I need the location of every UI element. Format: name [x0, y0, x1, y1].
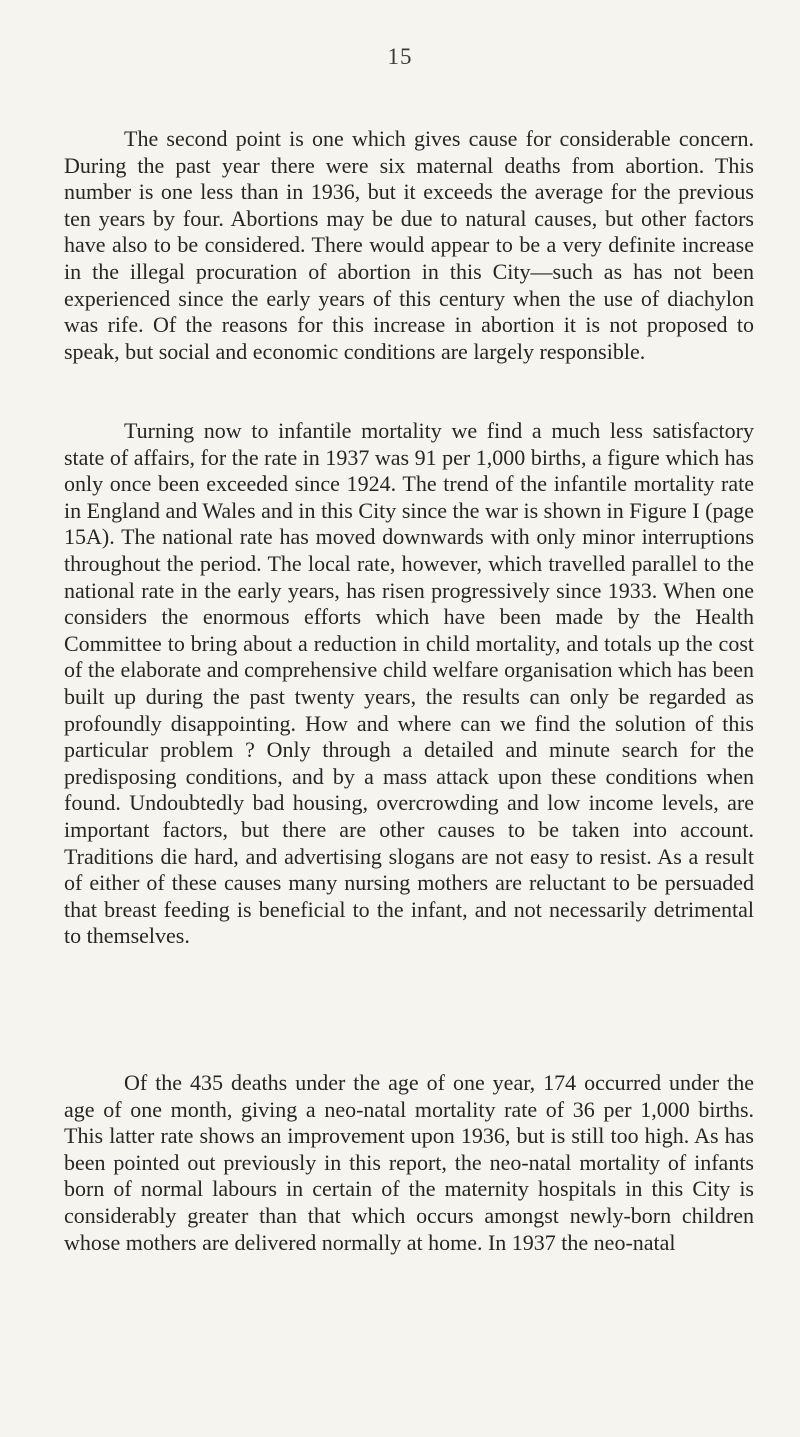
paragraph-neo-natal-mortality: Of the 435 deaths under the age of one year, 174 occurred under the age of one month, giving a neo-natal mortality rate of 36 per 1,000 births. This latter rate shows an improvement upon 1936, but is still too high. As has been pointed out previously in this report, the neo-natal mortality of infants born of normal labours in certain of the maternity hospitals in this City is considerably greater than that which occurs amongst newly-born children whose mothers are delivered normally at home. In 1937 the neo-natal: [64, 1070, 754, 1255]
paragraph-maternal-deaths-abortion: The second point is one which gives cause for considerable concern. During the past year there were six maternal deaths from abortion. This number is one less than in 1936, but it exceeds the average for the previous ten years by four. Abortions may be due to natural causes, but other factors have also to be considered. There would appear to be a very definite increase in the illegal procuration of abortion in this City—such as has not been experienced since the early years of this century when the use of diachylon was rife. Of the reasons for this increase in abortion it is not proposed to speak, but social and economic conditions are largely responsible.: [64, 126, 754, 364]
paragraph-infantile-mortality: Turning now to infantile mortality we find a much less satisfactory state of affairs, for the rate in 1937 was 91 per 1,000 births, a figure which has only once been exceeded since 1924. The trend of the infantile mortality rate in England and Wales and in this City since the war is shown in Figure I (page 15A). The national rate has moved downwards with only minor interruptions throughout the period. The local rate, however, which travelled parallel to the national rate in the early years, has risen progressively since 1933. When one considers the enormous efforts which have been made by the Health Committee to bring about a reduction in child mortality, and totals up the cost of the elaborate and comprehensive child welfare organisation which has been built up during the past twenty years, the results can only be regarded as profoundly disappointing. How and where can we find the solution of this particular problem ? Only through a detailed and minute search for the predisposing conditions, and by a mass attack upon these conditions when found. Undoubtedly bad housing, overcrowding and low income levels, are important factors, but there are other causes to be taken into account. Traditions die hard, and advertising slogans are not easy to resist. As a result of either of these causes many nursing mothers are reluctant to be persuaded that breast feeding is beneficial to the infant, and not necessarily detrimental to themselves.: [64, 418, 754, 949]
page-number: 15: [387, 44, 413, 69]
